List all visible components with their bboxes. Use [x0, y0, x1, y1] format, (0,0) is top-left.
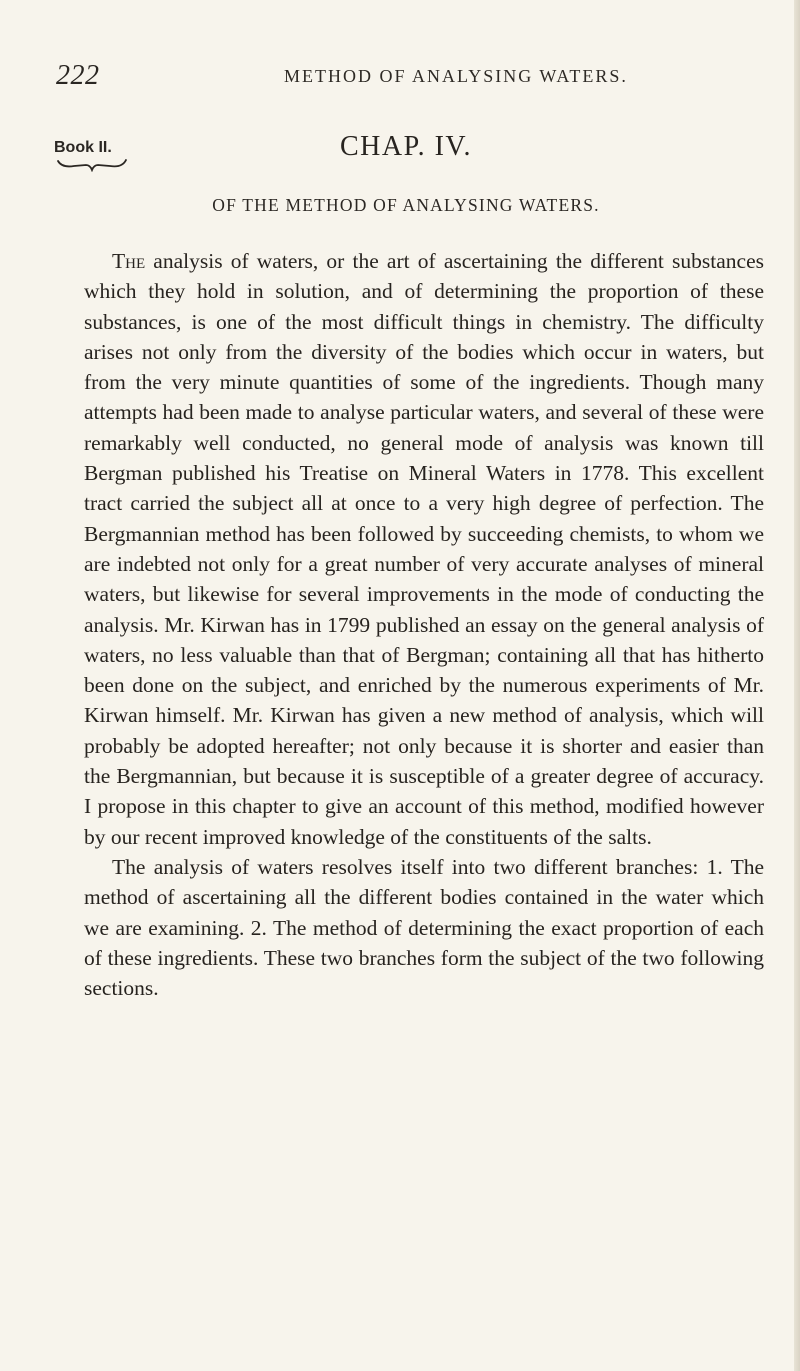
- paragraph-1-text: analysis of waters, or the art of ascertaining the different substances which they hold in solution, and of determining the proportion of these substances, is one of the most difficult things in chemistry. The difficulty arises not only from the diversity of the bodies which occur in waters, but from the very minute quantities of some of the ingredients. Though many attempts had been made to analyse particular waters, and several of these were remarkably well conducted, no general mode of analysis was known till Bergman published his Treatise on Mineral Waters in 1778. This excellent tract carried the subject all at once to a very high degree of perfection. The Bergmannian method has been followed by succeeding chemists, to whom we are indebted not only for a great number of very accurate analyses of mineral waters, but likewise for several improvements in the mode of conducting the analysis. Mr. Kirwan has in 1799 published an essay on the general analysis of waters, no less valuable than that of Bergman; containing all that has hitherto been done on the subject, and enriched by the numerous experiments of Mr. Kirwan himself. Mr. Kirwan has given a new method of analysis, which will probably be adopted hereafter; not only because it is shorter and easier than the Bergmannian, but because it is susceptible of a greater degree of accuracy. I propose in this chapter to give an account of this method, modified however by our recent improved knowledge of the constituents of the salts.: [84, 249, 764, 849]
- running-head: METHOD OF ANALYSING WATERS.: [284, 66, 628, 86]
- chapter-subtitle: OF THE METHOD OF ANALYSING WATERS.: [212, 195, 600, 215]
- page-header: [56, 60, 776, 100]
- paragraph-1-lead: The: [112, 249, 146, 273]
- page-edge: [794, 0, 800, 1371]
- paragraph-2-text: The analysis of waters resolves itself into two different branches: 1. The method of ascertaining all the different bodies contained in the water which we are examining. 2. The method of determining the exact proportion of each of these ingredients. These two branches form the subject of the two following sections.: [84, 854, 764, 1001]
- paragraph-1: [84, 246, 764, 852]
- paragraph-2: [84, 852, 764, 1003]
- book-label: Book II.: [54, 139, 112, 156]
- body-text: [84, 246, 764, 1003]
- page-number: 222: [56, 60, 100, 91]
- chapter-title: CHAP. IV.: [339, 131, 473, 162]
